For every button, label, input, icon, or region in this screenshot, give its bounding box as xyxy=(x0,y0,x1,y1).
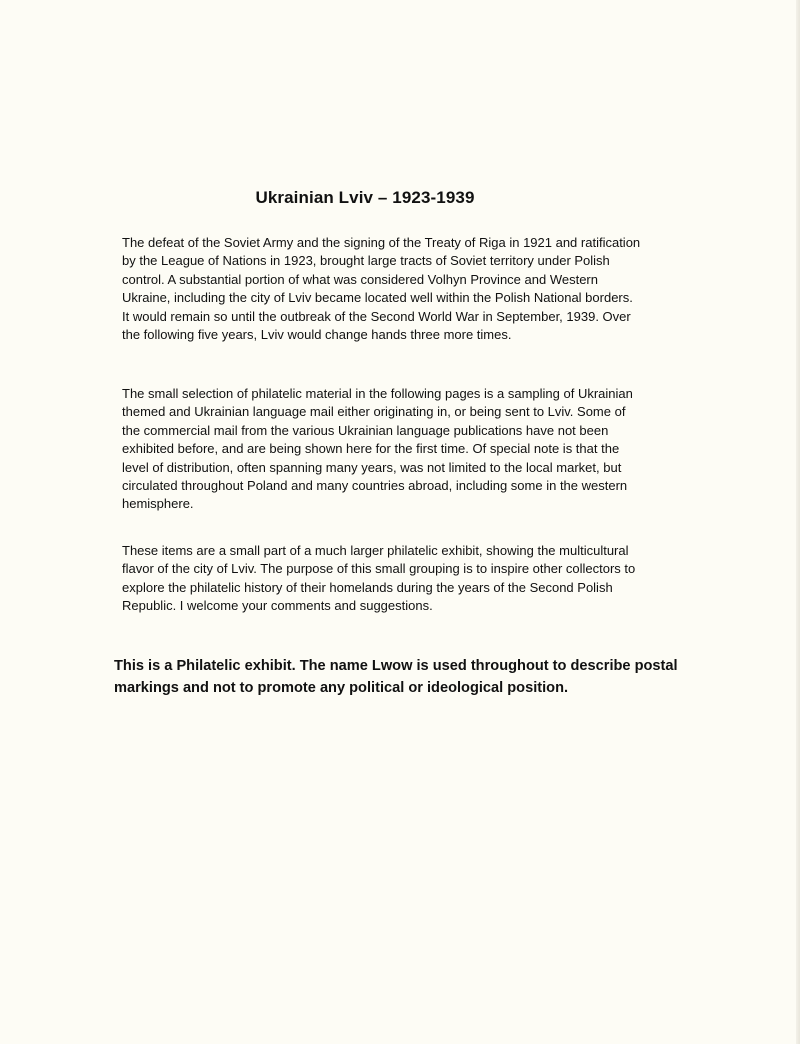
disclaimer-notice: This is a Philatelic exhibit. The name Lwow is used throughout to describe postal markings and not to promote any political or ideological position. xyxy=(114,658,678,696)
paper-edge-shadow xyxy=(796,0,800,1044)
paragraph-exhibit-purpose: These items are a small part of a much larger philatelic exhibit, showing the multicultural flavor of the city of Lviv. The purpose of this small grouping is to inspire other collectors to explore the philatelic history of their homelands during the years of the Second Polish Republic. I welcome your comments and suggestions. xyxy=(122,543,636,614)
page-title: Ukrainian Lviv – 1923-1939 xyxy=(255,188,475,207)
paragraph-treaty-of-riga: The defeat of the Soviet Army and the signing of the Treaty of Riga in 1921 and ratification by the League of Nations in 1923, brought large tracts of Soviet territory under Polish control. A substantial portion of what was considered Volhyn Province and Western Ukraine, including the city of Lviv became located well within the Polish National borders. It would remain so until the outbreak of the Second World War in September, 1939. Over the following five years, Lviv would change hands three more times. xyxy=(122,235,641,343)
paragraph-philatelic-selection: The small selection of philatelic material in the following pages is a sampling of Ukrainian themed and Ukrainian language mail either originating in, or being sent to Lviv. Some of the commercial mail from the various Ukrainian language publications have not been exhibited before, and are being shown here for the first time. Of special note is that the level of distribution, often spanning many years, was not limited to the local market, but circulated throughout Poland and many countries abroad, including some in the western hemisphere. xyxy=(122,386,633,512)
